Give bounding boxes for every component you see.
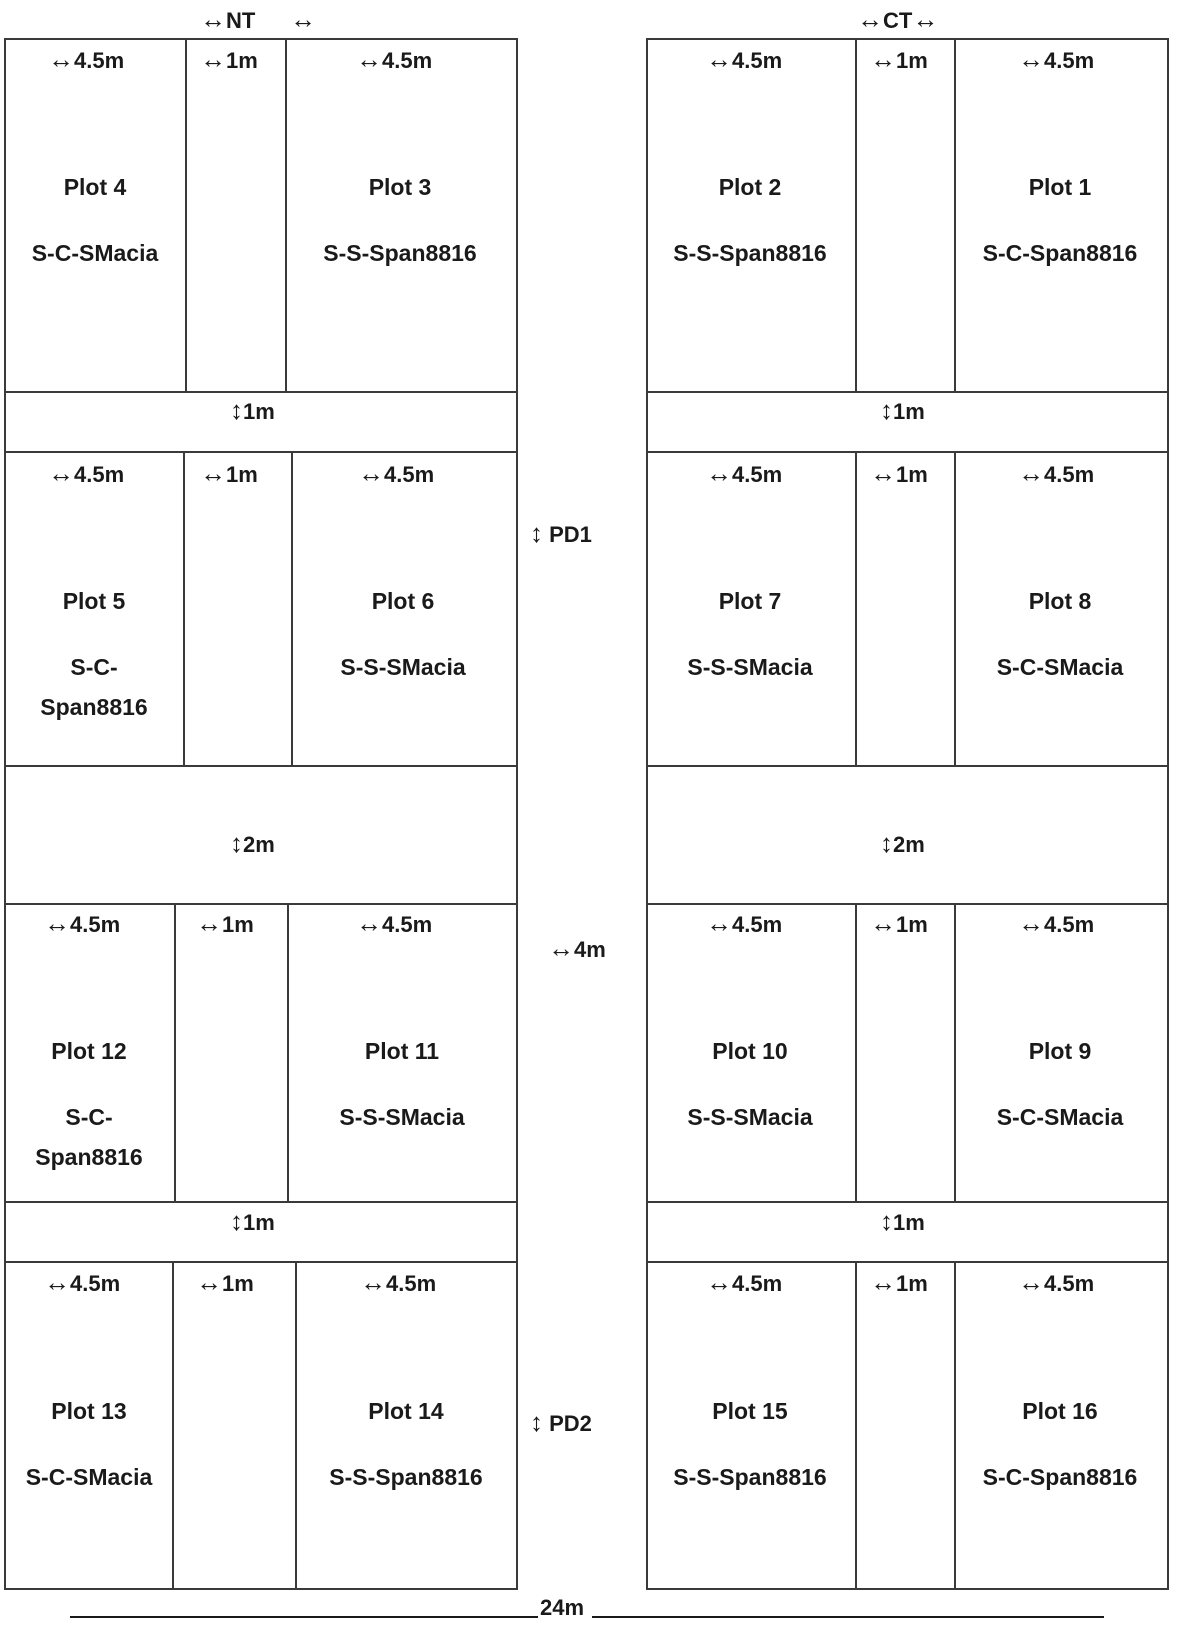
- plot-name: Plot 12: [51, 1038, 127, 1064]
- plot-label: [960, 176, 1160, 273]
- horizontal-arrow-icon: ↔: [48, 458, 74, 488]
- gap-label-1m: ↕1m: [230, 395, 275, 425]
- width-label-strip: ↔1m: [870, 1267, 928, 1297]
- scale-line-left: [70, 1616, 538, 1618]
- strip-divider: [855, 451, 857, 767]
- plot-name: Plot 15: [712, 1398, 788, 1424]
- plot-name: Plot 6: [371, 588, 435, 614]
- plot-treatment: S-C- Span8816: [35, 1104, 143, 1170]
- gap-label-2m: ↕2m: [880, 828, 925, 858]
- width-label-plot: ↔4.5m: [706, 1267, 783, 1297]
- plot-name: Plot 4: [63, 174, 127, 200]
- plot-treatment: S-S-Span8816: [329, 1464, 483, 1490]
- strip-divider: [855, 1261, 857, 1590]
- horizontal-arrow-icon: ↔: [358, 458, 384, 488]
- horizontal-arrow-icon: ↔: [1018, 908, 1044, 938]
- vertical-arrow-icon: ↕: [530, 1407, 543, 1437]
- plot-label: [960, 1040, 1160, 1137]
- strip-divider: [855, 903, 857, 1203]
- nt-arrow: [290, 6, 316, 32]
- vertical-arrow-icon: ↕: [230, 395, 243, 425]
- width-label-plot: ↔4.5m: [358, 458, 435, 488]
- width-label-plot: ↔4.5m: [706, 908, 783, 938]
- strip-divider: [954, 903, 956, 1203]
- plot-treatment: S-S-SMacia: [687, 654, 813, 680]
- right-bottom-border: [646, 1588, 1169, 1590]
- plot-treatment: S-C-SMacia: [25, 1464, 153, 1490]
- pd2-label: ↕ PD2: [530, 1407, 592, 1437]
- strip-divider: [954, 451, 956, 767]
- horizontal-arrow-icon: ↔: [1018, 1267, 1044, 1297]
- path-right-border: [646, 38, 648, 1590]
- horizontal-arrow-icon: ↔: [356, 908, 382, 938]
- plot-label: [650, 176, 850, 273]
- plot-treatment: S-S-SMacia: [340, 654, 466, 680]
- ct-label: ↔CT↔: [857, 4, 939, 34]
- width-label-strip: ↔1m: [196, 1267, 254, 1297]
- horizontal-arrow-icon: ↔: [48, 44, 74, 74]
- horizontal-arrow-icon: ↔: [200, 44, 226, 74]
- horizontal-arrow-icon: ↔: [1018, 458, 1044, 488]
- plot-name: Plot 7: [718, 588, 782, 614]
- width-label-strip: ↔1m: [870, 458, 928, 488]
- strip-divider: [287, 903, 289, 1203]
- right-line: [646, 391, 1169, 393]
- plot-label: [306, 1400, 506, 1497]
- width-label-strip: ↔1m: [200, 458, 258, 488]
- plot-name: Plot 3: [368, 174, 432, 200]
- left-top-border: [4, 38, 518, 40]
- horizontal-arrow-icon: ↔: [548, 933, 574, 963]
- horizontal-arrow-icon: ↔: [870, 458, 896, 488]
- left-line: [4, 765, 518, 767]
- horizontal-arrow-icon: ↔: [870, 908, 896, 938]
- plot-label: [300, 176, 500, 273]
- width-label-plot: ↔4.5m: [360, 1267, 437, 1297]
- width-label-plot: ↔4.5m: [1018, 908, 1095, 938]
- vertical-arrow-icon: ↕: [530, 518, 543, 548]
- plot-treatment: S-S-Span8816: [673, 1464, 827, 1490]
- plot-name: Plot 1: [1028, 174, 1092, 200]
- left-line: [4, 903, 518, 905]
- right-top-border: [646, 38, 1169, 40]
- right-line: [646, 903, 1169, 905]
- plot-label: [960, 590, 1160, 687]
- right-line: [646, 1261, 1169, 1263]
- vertical-arrow-icon: ↕: [230, 1206, 243, 1236]
- horizontal-arrow-icon: ↔: [356, 44, 382, 74]
- left-bottom-border: [4, 1588, 518, 1590]
- horizontal-arrow-icon: ↔: [706, 1267, 732, 1297]
- horizontal-arrow-icon: ↔: [706, 908, 732, 938]
- width-label-strip: ↔1m: [196, 908, 254, 938]
- strip-divider: [855, 38, 857, 393]
- right-line: [646, 451, 1169, 453]
- plot-treatment: S-S-Span8816: [673, 240, 827, 266]
- left-line: [4, 451, 518, 453]
- width-label-plot: ↔4.5m: [44, 1267, 121, 1297]
- left-line: [4, 1261, 518, 1263]
- width-label-plot: ↔4.5m: [1018, 458, 1095, 488]
- plot-treatment: S-C-SMacia: [31, 240, 159, 266]
- plot-treatment: S-C-Span8816: [982, 1464, 1138, 1490]
- gap-label-1m: ↕1m: [230, 1206, 275, 1236]
- strip-divider: [954, 38, 956, 393]
- width-label-plot: ↔4.5m: [356, 44, 433, 74]
- path-width-label: ↔4m: [548, 933, 606, 963]
- path-left-border: [516, 38, 518, 1590]
- horizontal-arrow-icon: ↔: [857, 4, 883, 34]
- plot-label: [303, 590, 503, 687]
- horizontal-arrow-icon: ↔: [912, 4, 939, 34]
- plot-treatment: S-S-SMacia: [339, 1104, 465, 1130]
- width-label-plot: ↔4.5m: [44, 908, 121, 938]
- right-line: [646, 765, 1169, 767]
- width-label-strip: ↔1m: [200, 44, 258, 74]
- horizontal-arrow-icon: ↔: [44, 908, 70, 938]
- horizontal-arrow-icon: ↔: [706, 458, 732, 488]
- horizontal-arrow-icon: ↔: [360, 1267, 386, 1297]
- pd1-label: ↕ PD1: [530, 518, 592, 548]
- plot-treatment: S-C-SMacia: [996, 1104, 1124, 1130]
- vertical-arrow-icon: ↕: [880, 828, 893, 858]
- horizontal-arrow-icon: ↔: [870, 44, 896, 74]
- plot-label: [960, 1400, 1160, 1497]
- plot-name: Plot 16: [1022, 1398, 1098, 1424]
- horizontal-arrow-icon: ↔: [1018, 44, 1044, 74]
- strip-divider: [295, 1261, 297, 1590]
- plot-label: [650, 590, 850, 687]
- gap-label-2m: ↕2m: [230, 828, 275, 858]
- vertical-arrow-icon: ↕: [230, 828, 243, 858]
- strip-divider: [285, 38, 287, 393]
- horizontal-arrow-icon: ↔: [44, 1267, 70, 1297]
- scale-line-right: [592, 1616, 1104, 1618]
- width-label-strip: ↔1m: [870, 44, 928, 74]
- width-label-plot: ↔4.5m: [706, 44, 783, 74]
- plot-name: Plot 14: [368, 1398, 444, 1424]
- plot-name: Plot 10: [712, 1038, 788, 1064]
- plot-label: [302, 1040, 502, 1137]
- right-line: [646, 1201, 1169, 1203]
- nt-label: ↔NT: [200, 4, 256, 34]
- width-label-plot: ↔4.5m: [48, 44, 125, 74]
- plot-name: Plot 2: [718, 174, 782, 200]
- plot-label: [0, 176, 195, 273]
- horizontal-arrow-icon: ↔: [870, 1267, 896, 1297]
- plot-treatment: S-S-SMacia: [687, 1104, 813, 1130]
- width-label-plot: ↔4.5m: [706, 458, 783, 488]
- width-label-plot: ↔4.5m: [1018, 44, 1095, 74]
- plot-treatment: S-C-Span8816: [982, 240, 1138, 266]
- plot-treatment: S-S-Span8816: [323, 240, 477, 266]
- plot-label: [650, 1400, 850, 1497]
- scale-label: 24m: [540, 1595, 585, 1620]
- horizontal-arrow-icon: ↔: [196, 908, 222, 938]
- width-label-plot: ↔4.5m: [1018, 1267, 1095, 1297]
- plot-label: [650, 1040, 850, 1137]
- plot-label: [0, 590, 194, 727]
- plot-name: Plot 11: [364, 1038, 440, 1064]
- plot-name: Plot 5: [62, 588, 126, 614]
- plot-name: Plot 13: [51, 1398, 127, 1424]
- width-label-plot: ↔4.5m: [356, 908, 433, 938]
- right-outer-border: [1167, 38, 1169, 1590]
- strip-divider: [954, 1261, 956, 1590]
- plot-name: Plot 8: [1028, 588, 1092, 614]
- vertical-arrow-icon: ↕: [880, 1206, 893, 1236]
- strip-divider: [291, 451, 293, 767]
- width-label-plot: ↔4.5m: [48, 458, 125, 488]
- horizontal-arrow-icon: ↔: [290, 4, 316, 34]
- width-label-strip: ↔1m: [870, 908, 928, 938]
- left-line: [4, 391, 518, 393]
- gap-label-1m: ↕1m: [880, 395, 925, 425]
- plot-treatment: S-C- Span8816: [40, 654, 148, 720]
- plot-treatment: S-C-SMacia: [996, 654, 1124, 680]
- horizontal-arrow-icon: ↔: [200, 458, 226, 488]
- horizontal-arrow-icon: ↔: [706, 44, 732, 74]
- plot-label: [0, 1040, 189, 1177]
- plot-name: Plot 9: [1028, 1038, 1092, 1064]
- plot-label: [0, 1400, 189, 1497]
- gap-label-1m: ↕1m: [880, 1206, 925, 1236]
- vertical-arrow-icon: ↕: [880, 395, 893, 425]
- horizontal-arrow-icon: ↔: [200, 4, 226, 34]
- horizontal-arrow-icon: ↔: [196, 1267, 222, 1297]
- left-line: [4, 1201, 518, 1203]
